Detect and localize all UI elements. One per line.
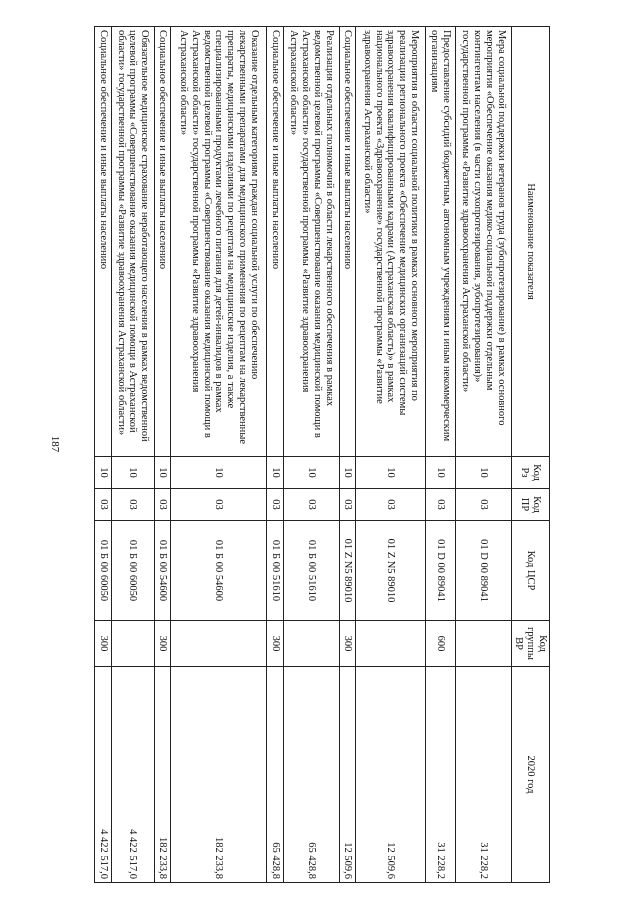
budget-table [94,26,550,883]
row-pr: 03 [95,489,112,521]
row-rz: 10 [339,457,356,489]
table-row [154,27,171,883]
row-rz: 10 [154,457,171,489]
row-name: Социальное обеспечение и иные выплаты населению [267,27,284,457]
row-pr: 03 [339,489,356,521]
row-rz: 10 [267,457,284,489]
table-row [455,27,511,883]
row-rz: 10 [95,457,112,489]
header-rz: Код Рз [511,457,549,489]
row-amount: 4 422 517,0 [111,667,154,883]
row-pr: 03 [425,489,455,521]
row-name: Социальное обеспечение и иные выплаты населению [95,27,112,457]
row-name: Мера социальной поддержки ветеранов труда (зубопротезирование) в рамках основного мероприятия «Обеспечение оказания медико-социальной поддержки отдельным контингентам населения (в части слухопротезирования, зубопротезирования)» государственной программы «Развитие здравоохранения Астраханской области» [455,27,511,457]
row-csr: 01 Z N5 89010 [339,521,356,621]
table-row [267,27,284,883]
row-name: Социальное обеспечение и иные выплаты населению [154,27,171,457]
header-name: Наименование показателя [511,27,549,457]
row-amount: 12 509,6 [339,667,356,883]
row-rz: 10 [455,457,511,489]
row-pr: 03 [283,489,339,521]
row-csr: 01 Б 00 51610 [283,521,339,621]
row-pr: 03 [111,489,154,521]
row-pr: 03 [154,489,171,521]
table-row [95,27,112,883]
row-vr [171,621,267,667]
header-csr: Код ЦСР [511,521,549,621]
row-name: Обязательное медицинское страхование неработающего населения в рамках ведомственной целевой программы «Совершенствование оказания медицинской помощи в Астраханской области» государственной программы «Развитие здравоохранения Астраханской области» [111,27,154,457]
row-amount: 4 422 517,0 [95,667,112,883]
row-amount: 12 509,6 [356,667,425,883]
row-csr: 01 Б 00 60050 [111,521,154,621]
row-csr: 01 Б 00 51610 [267,521,284,621]
row-amount: 182 233,8 [171,667,267,883]
table-header-row [511,27,549,883]
row-amount: 182 233,8 [154,667,171,883]
row-rz: 10 [356,457,425,489]
row-name: Оказание отдельным категориям граждан социальной услуги по обеспечению лекарственными препаратами для медицинского применения по рецептам на лекарственные препараты, медицинскими изделиями по рецептам на медицинские изделия, а также специализированными продуктами лечебного питания для детей-инвалидов в рамках ведомственной целевой программы «Совершенствование оказания медицинской помощи в Астраханской области» государственной программы «Развитие здравоохранения Астраханской области» [171,27,267,457]
row-pr: 03 [171,489,267,521]
row-csr: 01 D 00 89041 [425,521,455,621]
row-csr: 01 D 00 89041 [455,521,511,621]
row-vr [455,621,511,667]
row-vr: 300 [95,621,112,667]
row-csr: 01 Б 00 60050 [95,521,112,621]
row-vr: 300 [154,621,171,667]
row-name: Социальное обеспечение и иные выплаты населению [339,27,356,457]
row-csr: 01 Z N5 89010 [356,521,425,621]
table-row [283,27,339,883]
table-row [425,27,455,883]
row-amount: 31 228,2 [455,667,511,883]
header-vr: Код группы ВР [511,621,549,667]
header-year: 2020 год [511,667,549,883]
row-vr: 600 [425,621,455,667]
row-amount: 65 428,8 [267,667,284,883]
row-rz: 10 [171,457,267,489]
row-rz: 10 [425,457,455,489]
table-row [171,27,267,883]
row-name: Мероприятия в области социальной политики в рамках основного мероприятия по реализации регионального проекта «Обеспечение медицинских организаций системы здравоохранения квалифицированными кадрами (Астраханская область)» в рамках национального проекта «Здравоохранение» государственной программы «Развитие здравоохранения Астраханской области» [356,27,425,457]
row-amount: 65 428,8 [283,667,339,883]
table-row [111,27,154,883]
row-pr: 03 [267,489,284,521]
table-row [339,27,356,883]
row-rz: 10 [283,457,339,489]
row-name: Предоставление субсидий бюджетным, автономным учреждениям и иным некоммерческим организациям [425,27,455,457]
row-vr: 300 [267,621,284,667]
row-pr: 03 [455,489,511,521]
row-csr: 01 Б 00 54600 [171,521,267,621]
row-csr: 01 Б 00 54600 [154,521,171,621]
row-rz: 10 [111,457,154,489]
row-pr: 03 [356,489,425,521]
budget-table-rotated [94,26,550,882]
row-name: Реализация отдельных полномочий в области лекарственного обеспечения в рамках ведомственной целевой программы «Совершенствование оказания медицинской помощи в Астраханской области» государственной программы «Развитие здравоохранения Астраханской области» [283,27,339,457]
row-vr [356,621,425,667]
row-vr [283,621,339,667]
row-amount: 31 228,2 [425,667,455,883]
table-row [356,27,425,883]
row-vr [111,621,154,667]
row-vr: 300 [339,621,356,667]
header-pr: Код ПР [511,489,549,521]
page-number: 187 [49,435,61,453]
